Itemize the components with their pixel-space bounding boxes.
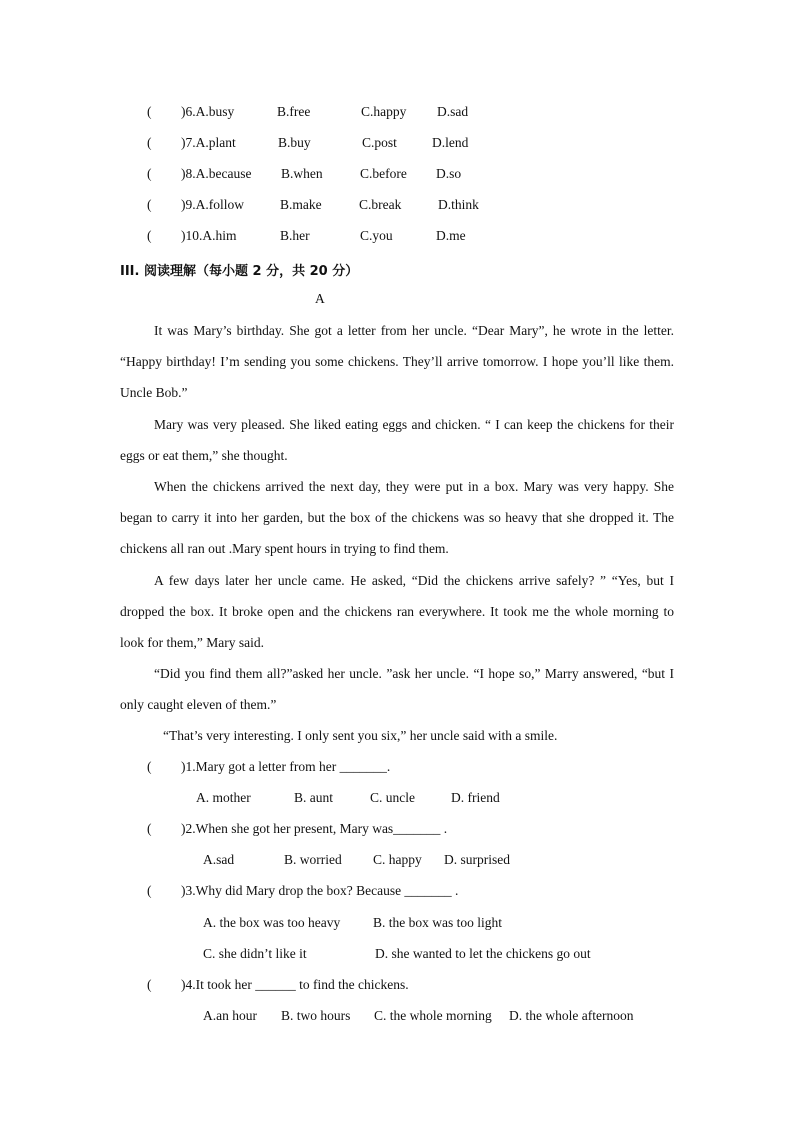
option-c: C.happy: [361, 104, 407, 119]
option-d: D. the whole afternoon: [509, 1008, 634, 1023]
option-d: D.think: [438, 197, 479, 212]
option-c: C. she didn’t like it: [203, 946, 307, 961]
question-stem: )2.When she got her present, Mary was_______ .: [181, 821, 448, 836]
option-b: B.her: [280, 228, 310, 243]
option-d: D.sad: [437, 104, 469, 119]
answer-paren: (: [147, 759, 152, 774]
answer-paren: (: [147, 821, 152, 836]
option-b: B.buy: [278, 135, 311, 150]
option-c: C. uncle: [370, 790, 415, 805]
option-d: D.me: [436, 228, 466, 243]
option-a: A. mother: [196, 790, 251, 805]
option-b: B. two hours: [281, 1008, 351, 1023]
question-number-option-a: )10.A.him: [181, 228, 237, 243]
answer-paren: (: [147, 977, 152, 992]
question-number-option-a: )8.A.because: [181, 166, 252, 181]
question-number-option-a: )7.A.plant: [181, 135, 236, 150]
question-number-option-a: )9.A.follow: [181, 197, 244, 212]
option-b: B.free: [277, 104, 311, 119]
option-c: C.before: [360, 166, 407, 181]
option-d: D. surprised: [444, 852, 510, 867]
option-c: C.you: [360, 228, 393, 243]
option-d: D.lend: [432, 135, 469, 150]
option-b: B. worried: [284, 852, 342, 867]
option-c: C.post: [362, 135, 397, 150]
passage-paragraph-6: “That’s very interesting. I only sent you six,” her uncle said with a smile.: [163, 728, 558, 743]
option-c: C.break: [359, 197, 402, 212]
option-a: A.sad: [203, 852, 235, 867]
option-b: B. the box was too light: [373, 915, 502, 930]
option-d: D. friend: [451, 790, 500, 805]
answer-paren: (: [147, 166, 152, 181]
passage-paragraph-4: A few days later her uncle came. He asked, “Did the chickens arrive safely? ” “Yes, but I dropped the box. It broke open and the chickens ran everywhere. It took me the whole morning to look for them,” Mary said.: [120, 573, 674, 650]
question-stem: )4.It took her ______ to find the chickens.: [181, 977, 409, 992]
option-d: D.so: [436, 166, 462, 181]
question-number-option-a: )6.A.busy: [181, 104, 235, 119]
option-c: C. happy: [373, 852, 422, 867]
option-c: C. the whole morning: [374, 1008, 492, 1023]
answer-paren: (: [147, 883, 152, 898]
option-b: B.make: [280, 197, 322, 212]
option-b: B.when: [281, 166, 323, 181]
passage-label: A: [315, 291, 325, 306]
option-b: B. aunt: [294, 790, 333, 805]
passage-paragraph-5: “Did you find them all?”asked her uncle. ”ask her uncle. “I hope so,” Marry answered, “but I only caught eleven of them.”: [120, 666, 674, 712]
option-a: A.an hour: [203, 1008, 257, 1023]
passage-paragraph-3: When the chickens arrived the next day, they were put in a box. Mary was very happy. She began to carry it into her garden, but the box of the chickens was so heavy that she dropped it. The chickens all ran out .Mary spent hours in trying to find them.: [120, 479, 674, 556]
question-stem: )1.Mary got a letter from her _______.: [181, 759, 391, 774]
option-d: D. she wanted to let the chickens go out: [375, 946, 591, 961]
option-a: A. the box was too heavy: [203, 915, 341, 930]
passage-paragraph-1: It was Mary’s birthday. She got a letter from her uncle. “Dear Mary”, he wrote in the letter. “Happy birthday! I’m sending you some chickens. They’ll arrive tomorrow. I hope you’ll like them. Uncle Bob.”: [120, 323, 674, 400]
answer-paren: (: [147, 104, 152, 119]
section-heading: III. 阅读理解（每小题 2 分，共 20 分）: [120, 264, 359, 279]
question-stem: )3.Why did Mary drop the box? Because _______ .: [181, 883, 459, 898]
answer-paren: (: [147, 228, 152, 243]
answer-paren: (: [147, 135, 152, 150]
passage-paragraph-2: Mary was very pleased. She liked eating eggs and chicken. “ I can keep the chickens for their eggs or eat them,” she thought.: [120, 417, 674, 463]
answer-paren: (: [147, 197, 152, 212]
